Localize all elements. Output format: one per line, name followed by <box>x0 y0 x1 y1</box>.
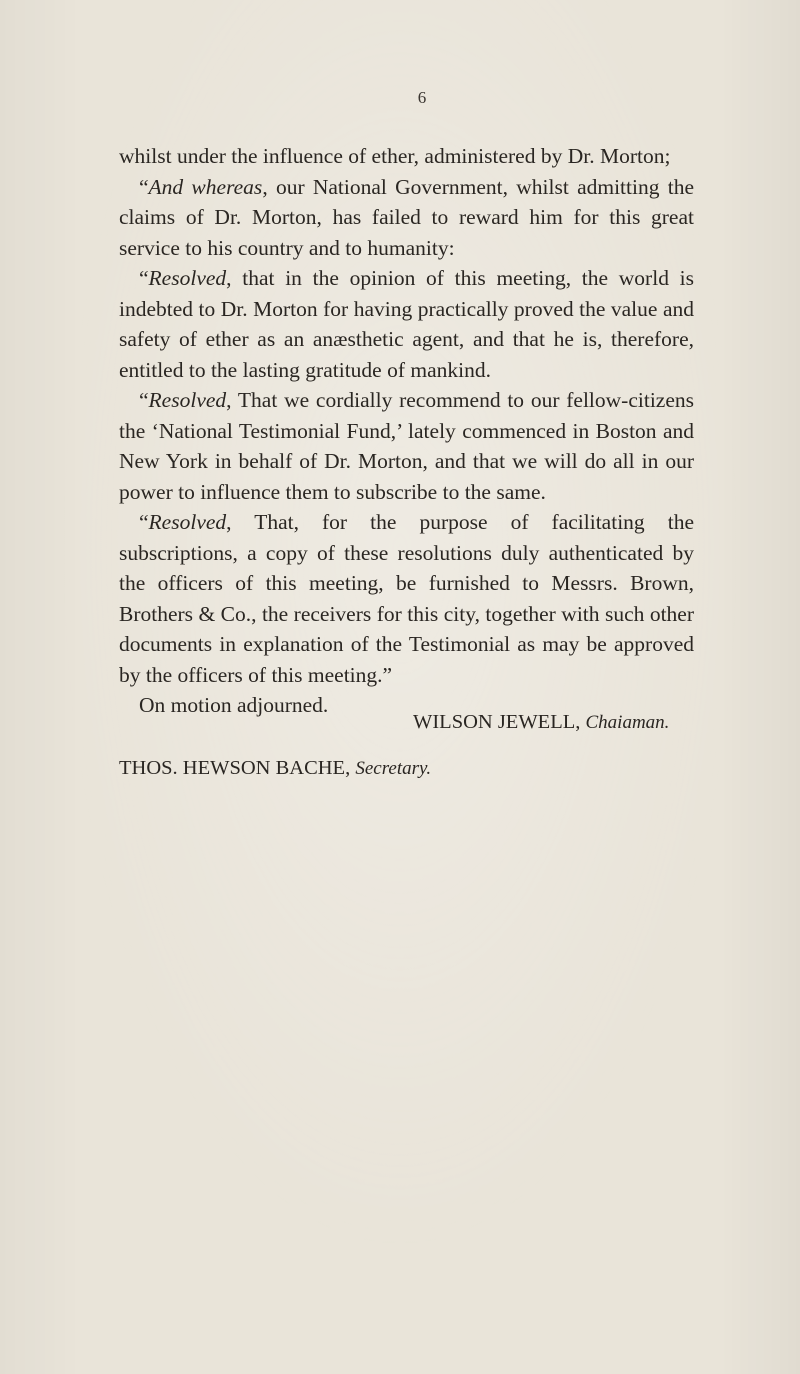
paragraph-text: , That we cordially recommend to our fellow-citizens the ‘National Testimonial Fund,’ lately commenced in Boston and New York in behalf of Dr. Morton, and that we will do all in our power to influence them to subscribe to the same. <box>119 388 694 504</box>
paragraph-whereas <box>119 172 694 264</box>
paragraph-text: whilst under the influence of ether, administered by Dr. Morton; <box>119 144 671 168</box>
paragraph-resolved-1 <box>119 263 694 385</box>
open-quote: “ <box>139 174 149 199</box>
paragraph-text: , That, for the purpose of facilitating the subscriptions, a copy of these resolutions duly authenticated by the officers of this meeting, be furnished to Messrs. Brown, Brothers & Co., the receivers for this city, together with such other documents in explanation of the Testimonial as may be approved by the officers of this meeting.” <box>119 510 694 687</box>
paragraph-resolved-3 <box>119 507 694 690</box>
paragraph-lead-italic: Resolved <box>148 266 227 290</box>
open-quote: “ <box>139 510 149 534</box>
signature-secretary <box>119 757 431 780</box>
paragraph-continuation <box>119 141 694 172</box>
body-text <box>119 141 694 721</box>
signature-title: Secretary. <box>355 758 432 779</box>
paragraph-lead-italic: Resolved <box>148 388 227 412</box>
signature-chairman <box>413 711 669 734</box>
paragraph-lead-italic: Resolved <box>148 510 227 534</box>
open-quote: “ <box>139 388 149 412</box>
paragraph-text: , that in the opinion of this meeting, the world is indebted to Dr. Morton for having practically proved the value and safety of ether as an anæsthetic agent, and that he is, therefore, entitled to the lasting gratitude of mankind. <box>119 266 694 382</box>
paragraph-text: , our National Government, whilst admitting the claims of Dr. Morton, has failed to reward him for this great service to his country and to humanity: <box>119 174 695 260</box>
open-quote: “ <box>139 266 149 290</box>
paragraph-lead-italic: And whereas <box>148 174 263 199</box>
signature-title: Chaiaman. <box>585 712 670 733</box>
paragraph-resolved-2 <box>119 385 694 507</box>
page-number: 6 <box>417 88 427 107</box>
paragraph-text: On motion adjourned. <box>139 693 329 717</box>
signature-name: WILSON JEWELL, <box>413 711 581 733</box>
signature-name: THOS. HEWSON BACHE, <box>119 757 351 779</box>
